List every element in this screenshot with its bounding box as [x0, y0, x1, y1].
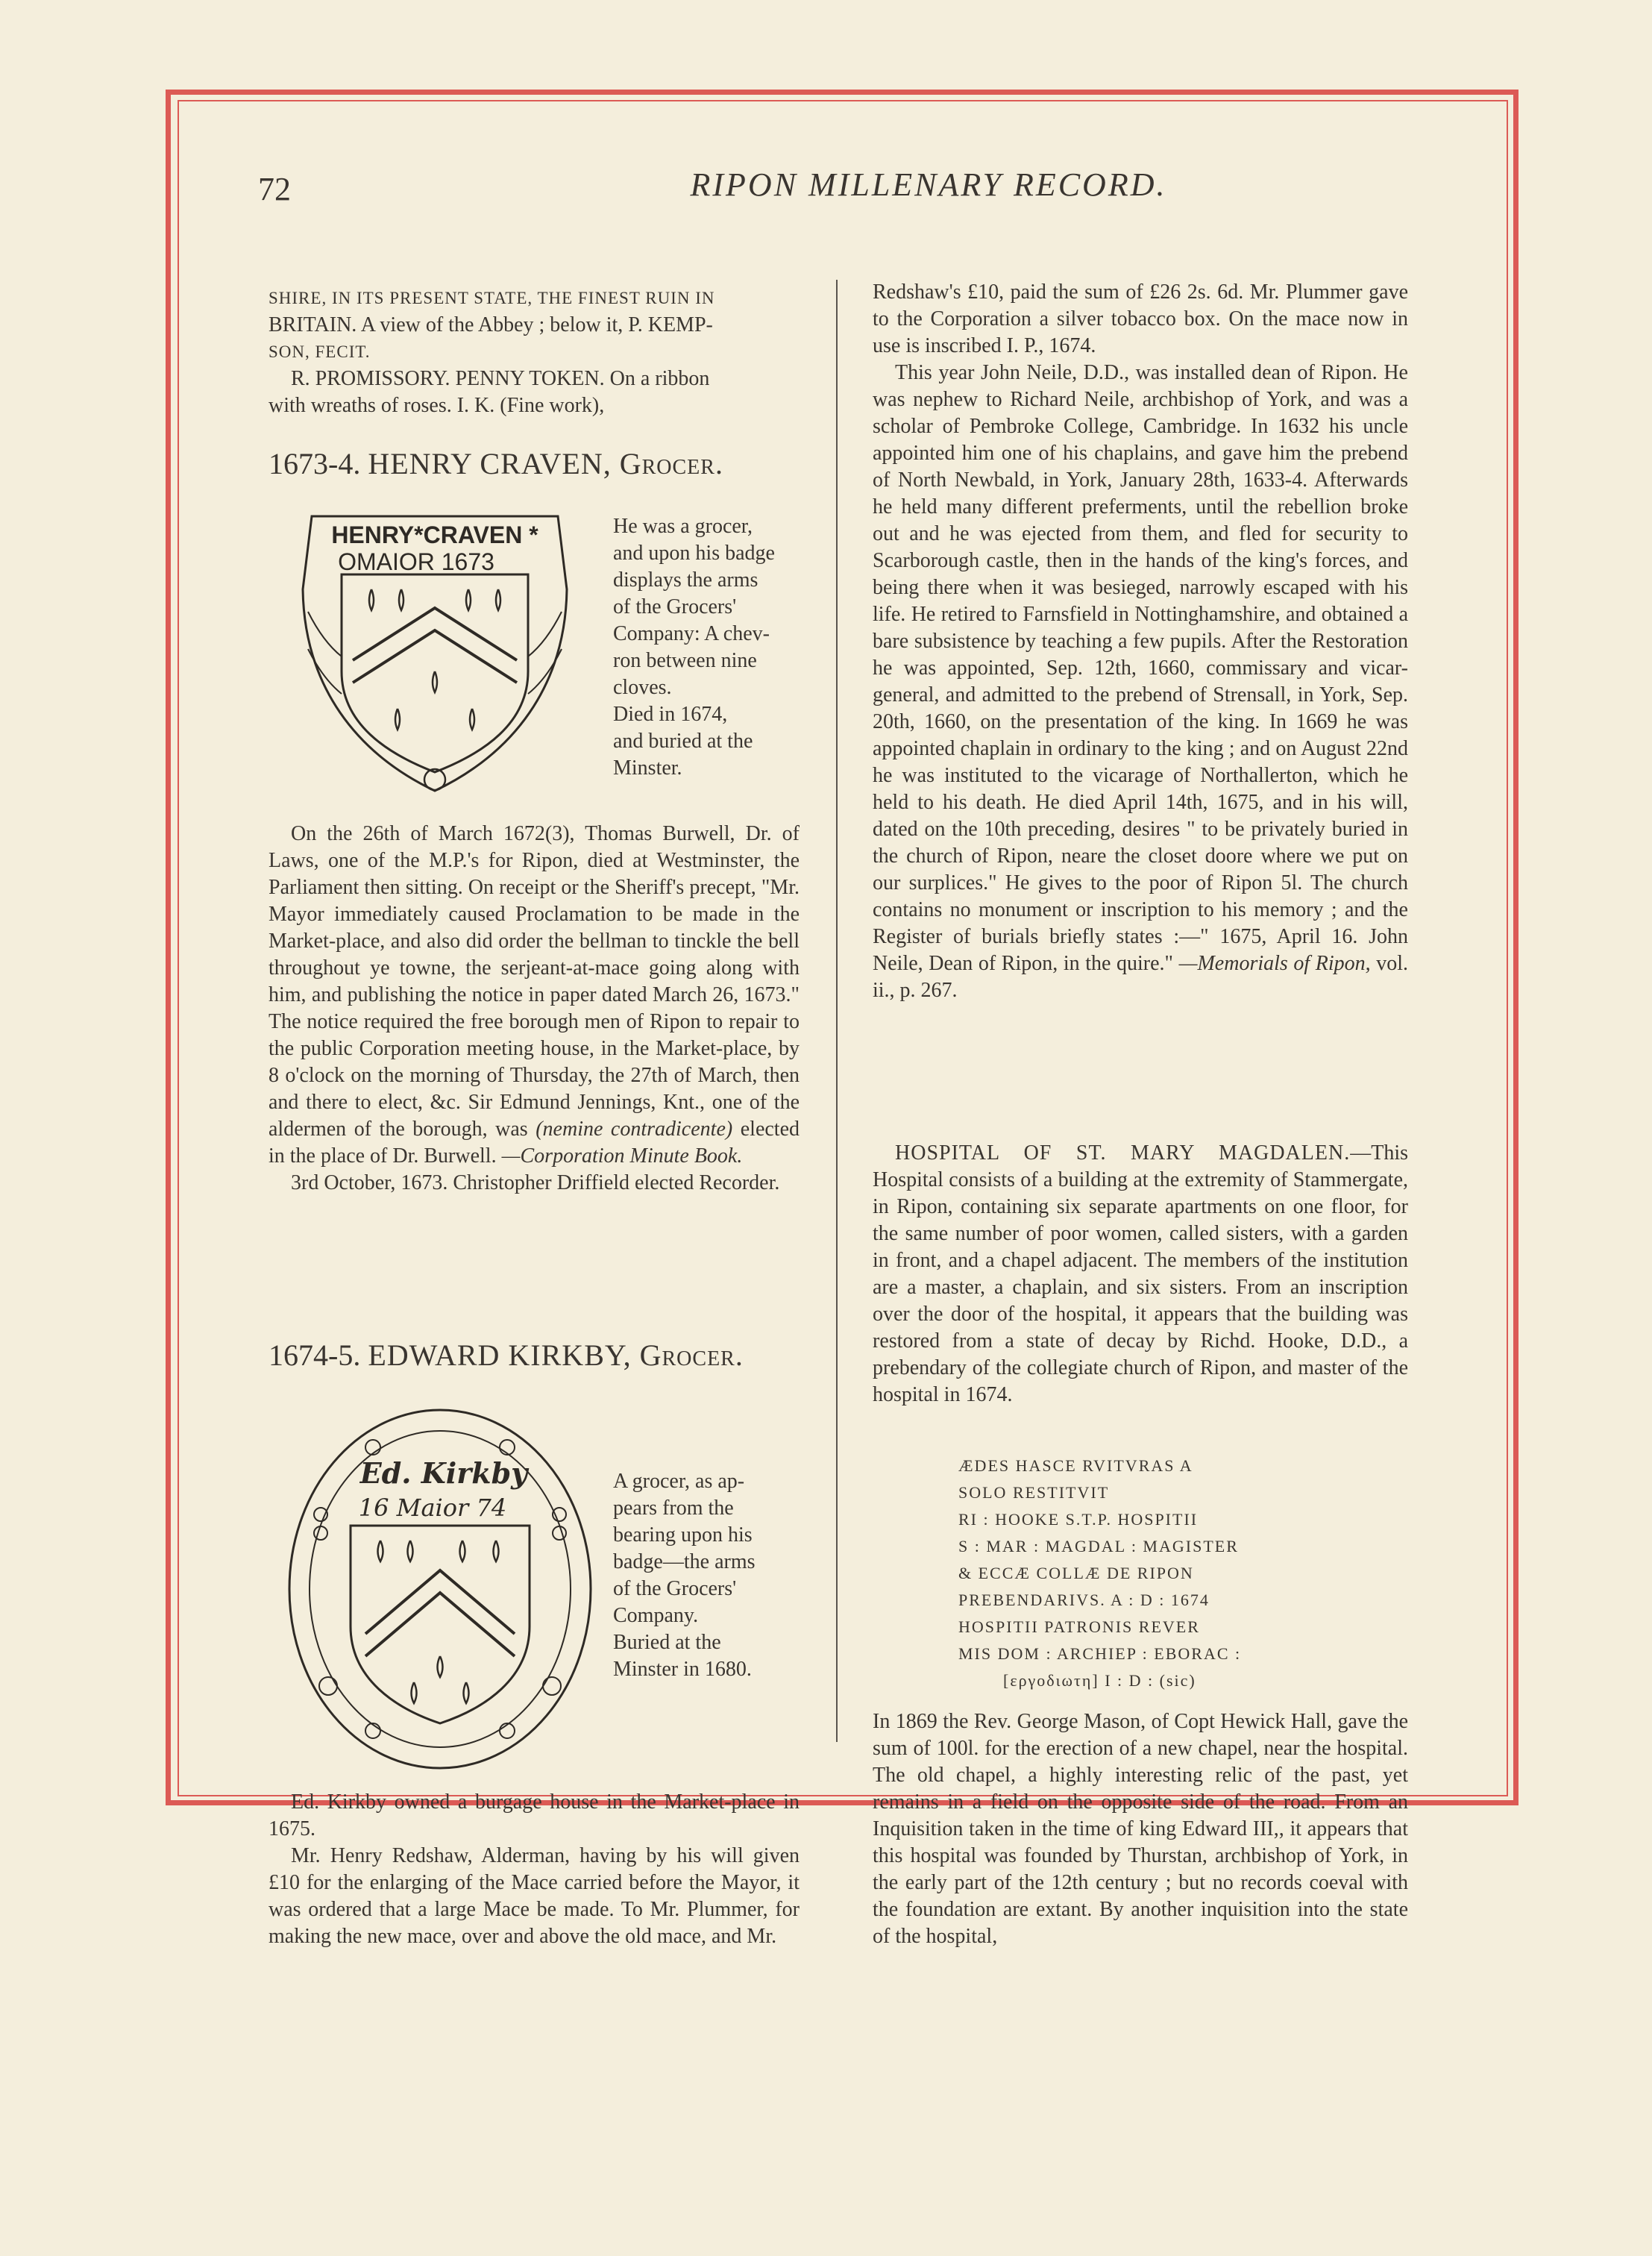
caption1-line: displays the arms: [613, 568, 759, 592]
heading-2-year: 1674-5.: [268, 1338, 361, 1372]
column-divider: [836, 280, 838, 1742]
badge2-top-lettering: Ed. Kirkby: [359, 1456, 528, 1490]
badge2-caption: [613, 1468, 800, 1683]
paragraph-hospital: —This Hospital consists of a building at the extremity of Stammergate, in Ripon, containing six separate apartments on one floor, for the same number of poor women, called sisters, with a garden in front, and a chapel adjacent. The members of the institution are a master, a chaplain, and six sisters. From an inscription over the door of the hospital, it appears that the building was restored from a state of decay by Richd. Hooke, D.D., a prebendary of the collegiate church of Ripon, and master of the hospital in 1674.: [873, 1141, 1408, 1406]
heading-1-year: 1673-4.: [268, 447, 361, 480]
badge1-mid-lettering: OMAIOR 1673: [338, 548, 494, 575]
inscription-line: RI : HOOKE S.T.P. HOSPITII: [958, 1510, 1199, 1529]
caption1-line: and buried at the: [613, 730, 753, 753]
intro-line-4: R. PROMISSORY. PENNY TOKEN. On a ribbon: [291, 367, 710, 390]
caption2-line: badge—the arms: [613, 1550, 756, 1573]
left-intro: [268, 285, 800, 419]
inscription-line: HOSPITII PATRONIS REVER: [958, 1617, 1200, 1636]
paragraph-john-neile: This year John Neile, D.D., was installed dean of Ripon. He was nephew to Richard Neile, archbishop of York, and was a scholar of Pembroke College, Cambridge. In 1632 his uncle appointed him one of his chaplains, and gave him the prebend of North Newbald, in York, January 28th, 1633-4. Afterwards he held many different preferments, until the rebellion broke out and he was ejected from them, and fled for security to Scarborough castle, then in the hands of the king's forces, and being there when it was besieged, narrowly escaped with his life. He retired to Farnsfield in Nottinghamshire, and obtained a bare subsistence by teaching a few pupils. After the Restoration he was appointed, Sep. 12th, 1660, commissary and vicar-general, and admitted to the prebend of Strensall, in York, Sep. 20th, 1660, on the presentation of the king. In 1669 he was appointed chaplain in ordinary to the king ; and on August 22nd he was instituted to the vicarage of Northallerton, which he held to his death. He died April 14th, 1675, and in his will, dated on the 10th preceding, desires " to be privately buried in the church of Ripon, neare the closet doore where we put on our surplices." He gives to the poor of Ripon 5l. The church contains no monument or inscription to his memory ; and the Register of burials briefly states :—" 1675, April 16. John Neile, Dean of Ripon, in the quire.": [873, 361, 1408, 975]
intro-line-5: with wreaths of roses. I. K. (Fine work),: [268, 394, 605, 417]
caption1-line: ron between nine: [613, 649, 757, 672]
clove-icons-2: [378, 1541, 499, 1703]
right-body-1: [873, 279, 1408, 1004]
caption1-line: Company: A chev-: [613, 622, 770, 645]
paragraph-redshaw-mace: Mr. Henry Redshaw, Alderman, having by his will given £10 for the enlarging of the Mace carried before the Mayor, it was ordered that a large Mace be made. To Mr. Plummer, for making the new mace, over and above the old mace, and Mr.: [268, 1844, 800, 1948]
latin-phrase: (nemine contradicente): [536, 1118, 733, 1141]
henry-craven-badge-illustration: [289, 507, 580, 802]
paragraph-george-mason: In 1869 the Rev. George Mason, of Copt Hewick Hall, gave the sum of 100l. for the erection of a new chapel, near the hospital. The old chapel, a highly interesting relic of the past, yet remains in a field on the opposite side of the road. From an Inquisition taken in the time of king Edward III,, it appears that this hospital was founded by Thurstan, archbishop of York, in the early part of the 12th century ; but no records coeval with the foundation are extant. By another inquisition into the state of the hospital,: [873, 1710, 1408, 1948]
badge2-mid-lettering: 16 Maior 74: [358, 1494, 507, 1522]
caption2-line: Minster in 1680.: [613, 1658, 752, 1681]
inscription-line: MIS DOM : ARCHIEP : EBORAC :: [958, 1644, 1242, 1663]
caption1-line: of the Grocers': [613, 595, 737, 618]
paragraph-redshaw-cont: Redshaw's £10, paid the sum of £26 2s. 6d. Mr. Plummer gave to the Corporation a silver tobacco box. On the mace now in use is inscribed I. P., 1674.: [873, 281, 1408, 357]
inscription-line: ÆDES HASCE RVITVRAS A: [958, 1456, 1193, 1475]
inscription-line: SOLO RESTITVIT: [958, 1483, 1110, 1502]
caption2-line: pears from the: [613, 1497, 734, 1520]
heading-henry-craven: [268, 448, 800, 480]
inscription-line: PREBENDARIVS. A : D : 1674: [958, 1591, 1210, 1609]
intro-line-2: BRITAIN. A view of the Abbey ; below it, P. KEMP-: [268, 313, 713, 336]
caption1-line: and upon his badge: [613, 542, 775, 565]
caption2-line: A grocer, as ap-: [613, 1470, 745, 1493]
badge1-top-lettering: HENRY*CRAVEN *: [331, 521, 538, 548]
caption2-line: Buried at the: [613, 1631, 721, 1654]
source-volume: vol. ii., p. 267.: [873, 952, 1409, 1002]
right-body-2: [873, 1140, 1408, 1409]
caption1-line: He was a grocer,: [613, 515, 753, 538]
inscription-line: [εργοδιωτη] I : D : (sic): [1003, 1671, 1196, 1690]
inscription-line: S : MAR : MAGDAL : MAGISTER: [958, 1537, 1239, 1555]
paragraph-kirkby-burgage: Ed. Kirkby owned a burgage house in the Market-place in 1675.: [268, 1790, 800, 1840]
right-body-3: [873, 1708, 1408, 1950]
caption1-line: cloves.: [613, 676, 672, 699]
page-number: 72: [258, 171, 291, 207]
paragraph-burwell-b: elected in the place of Dr. Burwell.: [268, 1118, 800, 1168]
caption2-line: of the Grocers': [613, 1577, 737, 1600]
badge1-caption: [613, 513, 798, 782]
hospital-heading: HOSPITAL OF ST. MARY MAGDALEN.: [895, 1141, 1351, 1165]
inscription-line: & ECCÆ COLLÆ DE RIPON: [958, 1564, 1194, 1582]
edward-kirkby-badge-illustration: [283, 1403, 597, 1776]
hospital-inscription: [958, 1453, 1376, 1694]
source-corporation-minute-book: —Corporation Minute Book.: [501, 1144, 743, 1168]
paragraph-driffield: 3rd October, 1673. Christopher Driffield elected Recorder.: [291, 1171, 780, 1194]
heading-2-name: EDWARD KIRKBY, Grocer.: [368, 1338, 744, 1372]
left-body-2: [268, 1789, 800, 1950]
intro-line-1: SHIRE, IN ITS PRESENT STATE, THE FINEST RUIN IN: [268, 289, 715, 307]
caption1-line: Died in 1674,: [613, 703, 728, 726]
heading-edward-kirkby: [268, 1339, 800, 1372]
caption1-line: Minster.: [613, 756, 682, 780]
running-title: RIPON MILLENARY RECORD.: [690, 166, 1167, 203]
intro-line-3: SON, FECIT.: [268, 342, 371, 361]
source-memorials-of-ripon: —Memorials of Ripon,: [1178, 952, 1371, 975]
caption2-line: bearing upon his: [613, 1523, 753, 1547]
caption2-line: Company.: [613, 1604, 699, 1627]
paragraph-burwell: On the 26th of March 1672(3), Thomas Burwell, Dr. of Laws, one of the M.P.'s for Ripon, died at Westminster, the Parliament then sitting. On receipt or the Sheriff's precept, "Mr. Mayor immediately caused Proclamation to be made in the Market-place, and also did order the bellman to tinckle the bell throughout ye towne, the serjeant-at-mace going along with him, and publishing the notice in paper dated March 26, 1673." The notice required the free borough men of Ripon to repair to the public Corporation meeting house, in the Market-place, by 8 o'clock on the morning of Thursday, the 27th of March, then and there to elect, &c. Sir Edmund Jennings, Knt., one of the aldermen of the borough, was: [268, 822, 800, 1141]
heading-1-name: HENRY CRAVEN, Grocer.: [368, 447, 723, 480]
left-body-1: [268, 821, 800, 1197]
